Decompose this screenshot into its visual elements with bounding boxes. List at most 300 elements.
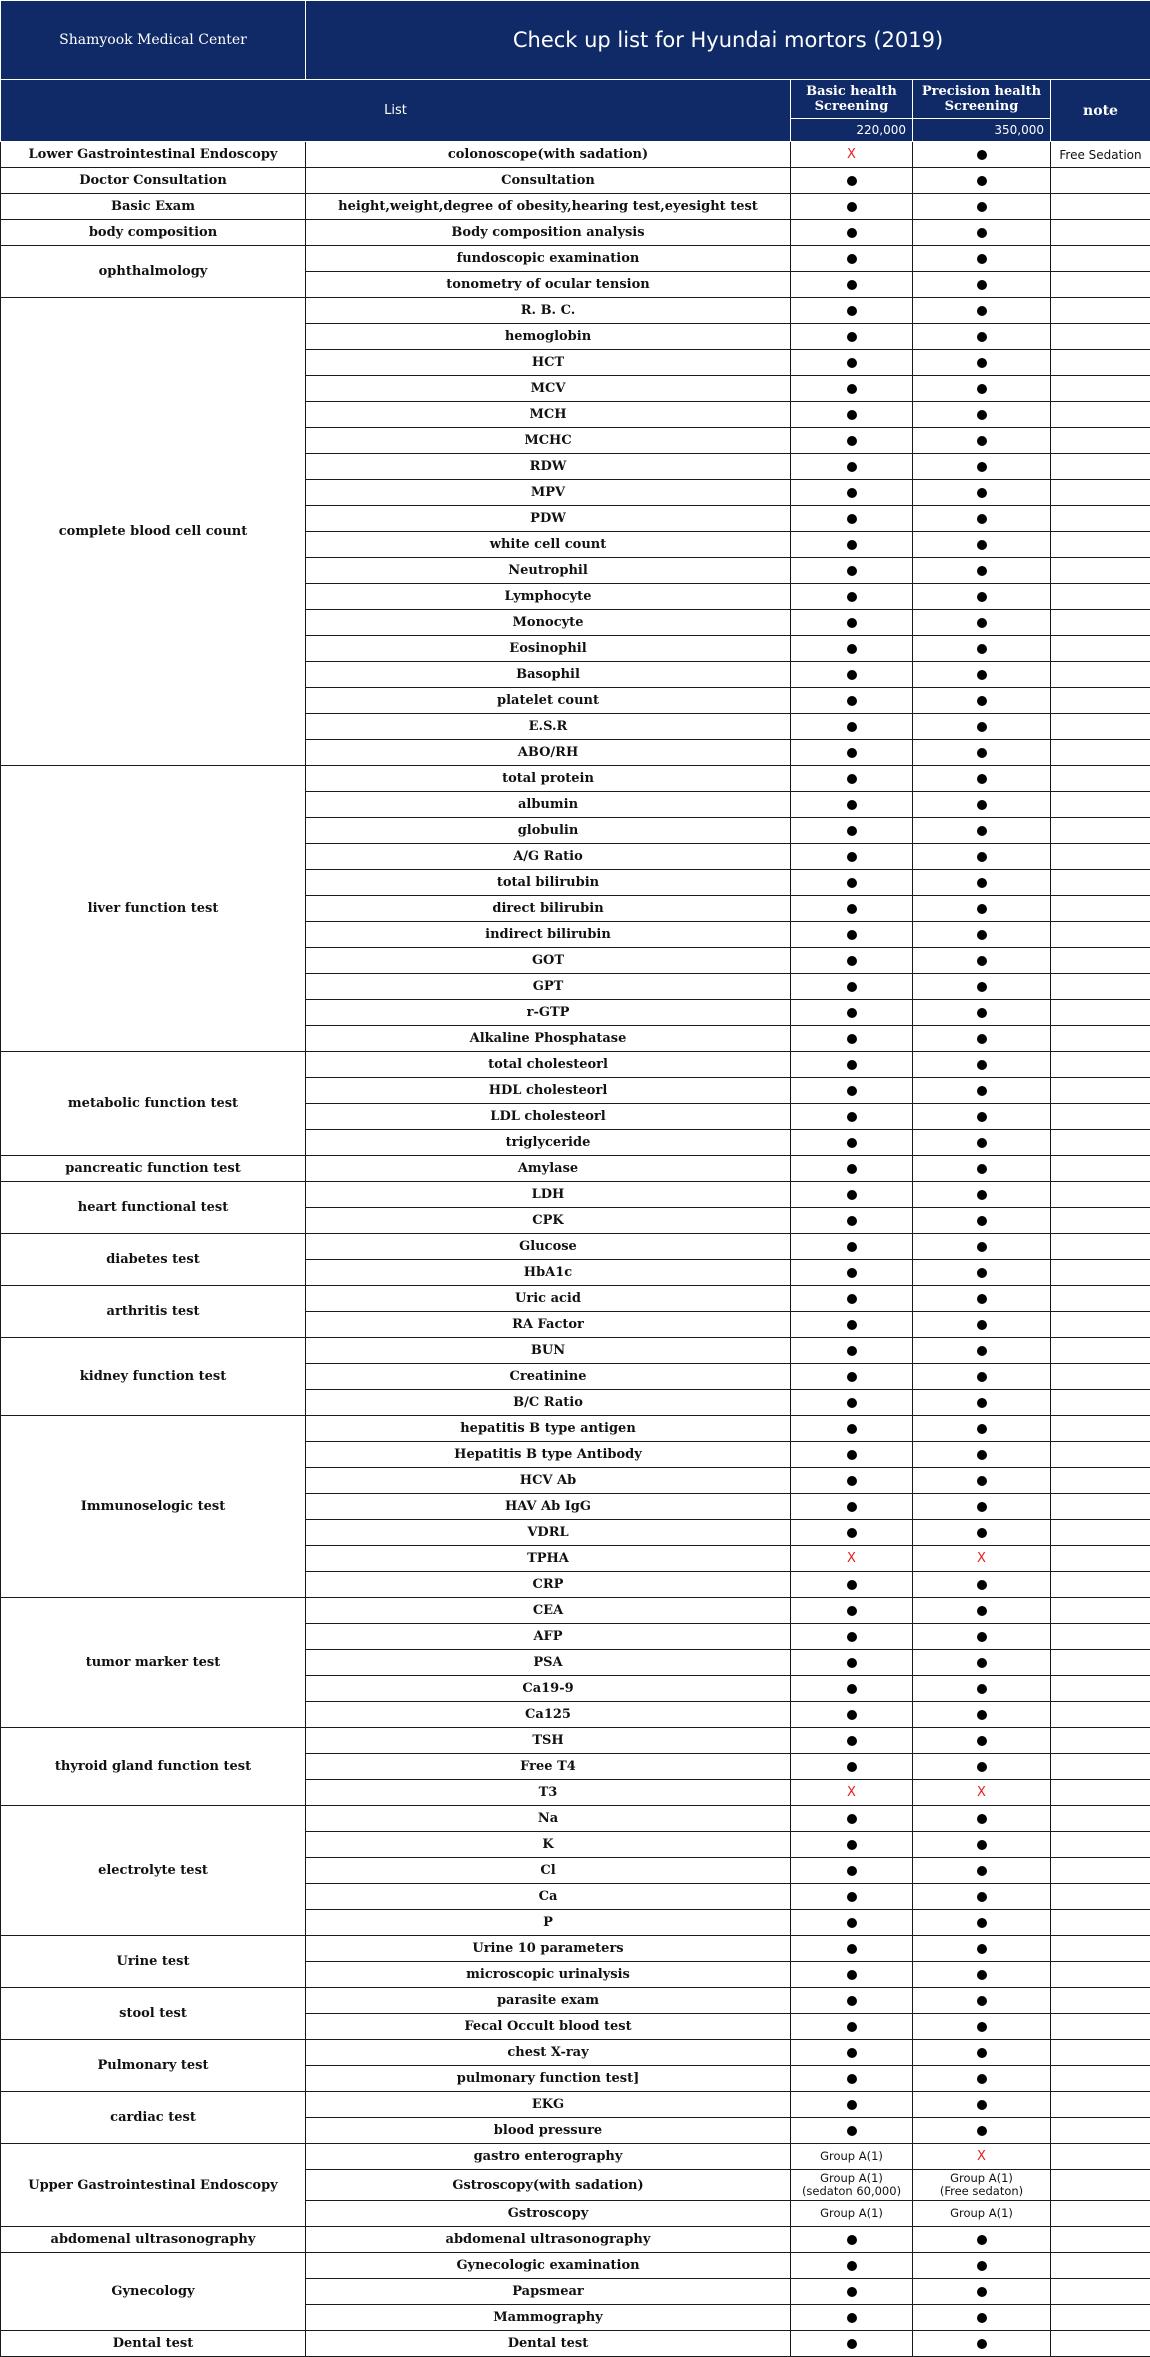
basic-mark-cell (791, 1416, 913, 1442)
included-dot-icon (977, 1112, 987, 1122)
basic-mark-cell (791, 662, 913, 688)
precision-mark-cell (913, 298, 1051, 324)
test-name-cell: BUN (306, 1338, 791, 1364)
basic-mark-cell (791, 636, 913, 662)
included-dot-icon (977, 2100, 987, 2110)
precision-mark-cell (913, 1468, 1051, 1494)
note-cell (1051, 1026, 1150, 1052)
included-dot-icon (977, 384, 987, 394)
included-dot-icon (977, 2074, 987, 2084)
note-cell (1051, 376, 1150, 402)
basic-mark-cell (791, 1832, 913, 1858)
precision-mark-cell (913, 1650, 1051, 1676)
note-cell (1051, 1910, 1150, 1936)
note-cell (1051, 1156, 1150, 1182)
basic-mark-cell (791, 142, 913, 168)
excluded-x-icon: X (977, 2150, 986, 2163)
test-name-cell: Ca (306, 1884, 791, 1910)
basic-mark-cell (791, 2227, 913, 2253)
precision-mark-cell (913, 194, 1051, 220)
basic-mark-cell (791, 584, 913, 610)
precision-mark-cell (913, 1338, 1051, 1364)
included-dot-icon (847, 1398, 857, 1408)
precision-mark-cell (913, 376, 1051, 402)
table-row (1, 2144, 1150, 2170)
basic-mark-cell (791, 870, 913, 896)
basic-mark-cell (791, 740, 913, 766)
table-row (1, 1338, 1150, 1364)
note-cell (1051, 2305, 1150, 2331)
note-cell (1051, 870, 1150, 896)
included-dot-icon (977, 2022, 987, 2032)
included-dot-icon (977, 1424, 987, 1434)
test-name-cell: Urine 10 parameters (306, 1936, 791, 1962)
table-row (1, 2040, 1150, 2066)
basic-mark-cell (791, 1858, 913, 1884)
note-cell (1051, 1182, 1150, 1208)
included-dot-icon (977, 2339, 987, 2349)
included-dot-icon (847, 1112, 857, 1122)
note-cell (1051, 2170, 1150, 2201)
note-cell (1051, 272, 1150, 298)
precision-mark-cell (913, 1442, 1051, 1468)
included-dot-icon (977, 1944, 987, 1954)
note-cell (1051, 766, 1150, 792)
precision-text: Group A(1) (913, 2207, 1050, 2220)
note-cell (1051, 2040, 1150, 2066)
basic-text: Group A(1) (791, 2207, 912, 2220)
basic-mark-cell (791, 1988, 913, 2014)
note-cell (1051, 324, 1150, 350)
included-dot-icon (977, 722, 987, 732)
precision-mark-cell (913, 1494, 1051, 1520)
note-cell (1051, 350, 1150, 376)
precision-price: 350,000 (913, 119, 1051, 142)
test-name-cell: white cell count (306, 532, 791, 558)
note-cell (1051, 2118, 1150, 2144)
basic-mark-cell (791, 714, 913, 740)
test-name-cell: colonoscope(with sadation) (306, 142, 791, 168)
basic-mark-cell (791, 2170, 913, 2201)
included-dot-icon (977, 930, 987, 940)
test-name-cell: Mammography (306, 2305, 791, 2331)
included-dot-icon (977, 1996, 987, 2006)
included-dot-icon (847, 1502, 857, 1512)
basic-mark-cell (791, 1468, 913, 1494)
precision-mark-cell (913, 948, 1051, 974)
precision-mark-cell (913, 2331, 1051, 2357)
precision-mark-cell (913, 1130, 1051, 1156)
included-dot-icon (977, 1086, 987, 1096)
test-name-cell: gastro enterography (306, 2144, 791, 2170)
basic-mark-cell (791, 558, 913, 584)
precision-mark-cell (913, 168, 1051, 194)
test-name-cell: TPHA (306, 1546, 791, 1572)
included-dot-icon (847, 618, 857, 628)
included-dot-icon (977, 1138, 987, 1148)
note-cell (1051, 1520, 1150, 1546)
basic-mark-cell (791, 428, 913, 454)
table-row (1, 1416, 1150, 1442)
test-name-cell: Dental test (306, 2331, 791, 2357)
precision-mark-cell (913, 974, 1051, 1000)
precision-mark-cell (913, 246, 1051, 272)
included-dot-icon (977, 2235, 987, 2245)
basic-mark-cell (791, 246, 913, 272)
basic-mark-cell (791, 818, 913, 844)
excluded-x-icon: X (977, 1552, 986, 1565)
precision-mark-cell (913, 1858, 1051, 1884)
test-name-cell: Hepatitis B type Antibody (306, 1442, 791, 1468)
included-dot-icon (977, 1840, 987, 1850)
test-name-cell: Fecal Occult blood test (306, 2014, 791, 2040)
included-dot-icon (977, 1164, 987, 1174)
test-name-cell: RDW (306, 454, 791, 480)
basic-mark-cell (791, 1390, 913, 1416)
precision-mark-cell (913, 220, 1051, 246)
precision-mark-cell (913, 1520, 1051, 1546)
test-name-cell: Creatinine (306, 1364, 791, 1390)
included-dot-icon (977, 358, 987, 368)
precision-mark-cell (913, 2040, 1051, 2066)
included-dot-icon (847, 436, 857, 446)
included-dot-icon (977, 826, 987, 836)
category-cell: cardiac test (1, 2092, 306, 2144)
included-dot-icon (977, 592, 987, 602)
precision-mark-cell (913, 896, 1051, 922)
note-cell (1051, 1208, 1150, 1234)
note-cell (1051, 1000, 1150, 1026)
center-name: Shamyook Medical Center (1, 1, 306, 80)
included-dot-icon (847, 306, 857, 316)
included-dot-icon (847, 800, 857, 810)
included-dot-icon (977, 1580, 987, 1590)
test-name-cell: indirect bilirubin (306, 922, 791, 948)
test-name-cell: CEA (306, 1598, 791, 1624)
precision-mark-cell (913, 1754, 1051, 1780)
note-cell (1051, 168, 1150, 194)
basic-mark-cell (791, 1234, 913, 1260)
included-dot-icon (977, 1476, 987, 1486)
basic-mark-cell (791, 194, 913, 220)
table-row (1, 298, 1150, 324)
included-dot-icon (847, 748, 857, 758)
precision-mark-cell (913, 922, 1051, 948)
note-cell (1051, 1130, 1150, 1156)
note-cell (1051, 1442, 1150, 1468)
precision-mark-cell (913, 1546, 1051, 1572)
table-row (1, 2331, 1150, 2357)
included-dot-icon (977, 514, 987, 524)
precision-mark-cell (913, 2092, 1051, 2118)
precision-mark-cell (913, 792, 1051, 818)
precision-mark-cell (913, 1026, 1051, 1052)
category-cell: Pulmonary test (1, 2040, 306, 2092)
note-cell (1051, 2201, 1150, 2227)
basic-mark-cell (791, 480, 913, 506)
basic-mark-cell (791, 506, 913, 532)
included-dot-icon (977, 1034, 987, 1044)
note-header: note (1051, 80, 1150, 142)
test-name-cell: triglyceride (306, 1130, 791, 1156)
basic-mark-cell (791, 1338, 913, 1364)
test-name-cell: parasite exam (306, 1988, 791, 2014)
category-cell: Upper Gastrointestinal Endoscopy (1, 2144, 306, 2227)
basic-mark-cell (791, 1598, 913, 1624)
test-name-cell: Na (306, 1806, 791, 1832)
note-cell (1051, 402, 1150, 428)
basic-mark-cell (791, 2014, 913, 2040)
test-name-cell: Consultation (306, 168, 791, 194)
note-cell (1051, 662, 1150, 688)
category-cell: Lower Gastrointestinal Endoscopy (1, 142, 306, 168)
included-dot-icon (977, 696, 987, 706)
basic-mark-cell (791, 1026, 913, 1052)
included-dot-icon (977, 1190, 987, 1200)
table-row (1, 168, 1150, 194)
precision-mark-cell (913, 1312, 1051, 1338)
included-dot-icon (847, 280, 857, 290)
note-cell (1051, 844, 1150, 870)
precision-mark-cell (913, 272, 1051, 298)
note-cell (1051, 1078, 1150, 1104)
included-dot-icon (847, 1424, 857, 1434)
included-dot-icon (847, 1866, 857, 1876)
test-name-cell: blood pressure (306, 2118, 791, 2144)
note-cell (1051, 1962, 1150, 1988)
test-name-cell: fundoscopic examination (306, 246, 791, 272)
test-name-cell: Gstroscopy (306, 2201, 791, 2227)
test-name-cell: MPV (306, 480, 791, 506)
note-cell (1051, 922, 1150, 948)
basic-screening-header: Basic health Screening (791, 80, 913, 119)
basic-mark-cell (791, 402, 913, 428)
basic-mark-cell (791, 454, 913, 480)
precision-mark-cell (913, 740, 1051, 766)
precision-mark-cell (913, 1364, 1051, 1390)
precision-mark-cell (913, 818, 1051, 844)
included-dot-icon (847, 1996, 857, 2006)
included-dot-icon (847, 2235, 857, 2245)
included-dot-icon (977, 1008, 987, 1018)
note-cell (1051, 1234, 1150, 1260)
basic-price: 220,000 (791, 119, 913, 142)
note-cell (1051, 480, 1150, 506)
precision-mark-cell (913, 1702, 1051, 1728)
note-cell (1051, 506, 1150, 532)
note-cell (1051, 1572, 1150, 1598)
included-dot-icon (847, 2100, 857, 2110)
test-name-cell: Monocyte (306, 610, 791, 636)
test-name-cell: T3 (306, 1780, 791, 1806)
note-cell (1051, 532, 1150, 558)
excluded-x-icon: X (847, 1552, 856, 1565)
basic-mark-cell (791, 532, 913, 558)
test-name-cell: B/C Ratio (306, 1390, 791, 1416)
table-row (1, 1156, 1150, 1182)
note-cell (1051, 1390, 1150, 1416)
note-cell (1051, 1364, 1150, 1390)
included-dot-icon (847, 228, 857, 238)
test-name-cell: Body composition analysis (306, 220, 791, 246)
precision-mark-cell (913, 1962, 1051, 1988)
note-cell (1051, 896, 1150, 922)
test-name-cell: hemoglobin (306, 324, 791, 350)
note-cell (1051, 714, 1150, 740)
included-dot-icon (977, 1346, 987, 1356)
basic-mark-cell (791, 922, 913, 948)
note-cell (1051, 1858, 1150, 1884)
basic-mark-cell (791, 1884, 913, 1910)
test-name-cell: height,weight,degree of obesity,hearing test,eyesight test (306, 194, 791, 220)
note-cell (1051, 1338, 1150, 1364)
basic-mark-cell (791, 2201, 913, 2227)
included-dot-icon (977, 1892, 987, 1902)
table-row (1, 1936, 1150, 1962)
included-dot-icon (847, 2074, 857, 2084)
basic-mark-cell (791, 1780, 913, 1806)
included-dot-icon (977, 1320, 987, 1330)
included-dot-icon (977, 410, 987, 420)
note-cell (1051, 948, 1150, 974)
note-cell (1051, 1494, 1150, 1520)
basic-mark-cell (791, 1572, 913, 1598)
note-cell (1051, 818, 1150, 844)
precision-screening-header: Precision health Screening (913, 80, 1051, 119)
precision-mark-cell (913, 844, 1051, 870)
test-name-cell: GOT (306, 948, 791, 974)
included-dot-icon (847, 644, 857, 654)
note-cell (1051, 1728, 1150, 1754)
test-name-cell: Basophil (306, 662, 791, 688)
note-cell (1051, 2253, 1150, 2279)
test-name-cell: LDL cholesteorl (306, 1104, 791, 1130)
basic-mark-cell (791, 1962, 913, 1988)
note-cell (1051, 1260, 1150, 1286)
category-cell: Gynecology (1, 2253, 306, 2331)
note-cell: Free Sedation (1051, 142, 1150, 168)
test-name-cell: Gstroscopy(with sadation) (306, 2170, 791, 2201)
included-dot-icon (977, 540, 987, 550)
test-name-cell: pulmonary function test] (306, 2066, 791, 2092)
precision-mark-cell (913, 1780, 1051, 1806)
basic-mark-cell (791, 2279, 913, 2305)
test-name-cell: P (306, 1910, 791, 1936)
note-cell (1051, 246, 1150, 272)
basic-mark-cell (791, 792, 913, 818)
included-dot-icon (847, 1684, 857, 1694)
category-cell: metabolic function test (1, 1052, 306, 1156)
excluded-x-icon: X (977, 1786, 986, 1799)
note-cell (1051, 2014, 1150, 2040)
category-cell: complete blood cell count (1, 298, 306, 766)
test-name-cell: Free T4 (306, 1754, 791, 1780)
basic-mark-cell (791, 272, 913, 298)
precision-mark-cell (913, 1806, 1051, 1832)
note-cell (1051, 2279, 1150, 2305)
included-dot-icon (977, 2048, 987, 2058)
note-cell (1051, 1988, 1150, 2014)
included-dot-icon (977, 1216, 987, 1226)
test-name-cell: Neutrophil (306, 558, 791, 584)
category-cell: abdomenal ultrasonography (1, 2227, 306, 2253)
test-name-cell: Cl (306, 1858, 791, 1884)
precision-mark-cell (913, 1104, 1051, 1130)
note-cell (1051, 558, 1150, 584)
note-cell (1051, 1104, 1150, 1130)
included-dot-icon (977, 1242, 987, 1252)
table-row (1, 1052, 1150, 1078)
included-dot-icon (977, 1060, 987, 1070)
basic-mark-cell (791, 948, 913, 974)
precision-mark-cell (913, 1910, 1051, 1936)
included-dot-icon (977, 1684, 987, 1694)
basic-mark-cell (791, 2305, 913, 2331)
category-cell: liver function test (1, 766, 306, 1052)
precision-mark-cell (913, 324, 1051, 350)
precision-mark-cell (913, 1156, 1051, 1182)
included-dot-icon (847, 1580, 857, 1590)
note-cell (1051, 2227, 1150, 2253)
included-dot-icon (847, 1918, 857, 1928)
precision-mark-cell (913, 454, 1051, 480)
test-name-cell: PSA (306, 1650, 791, 1676)
test-name-cell: microscopic urinalysis (306, 1962, 791, 1988)
basic-mark-cell (791, 168, 913, 194)
included-dot-icon (977, 1450, 987, 1460)
table-header (1, 1, 1150, 142)
list-header: List (1, 80, 791, 142)
test-name-cell: HbA1c (306, 1260, 791, 1286)
precision-mark-cell (913, 428, 1051, 454)
category-cell: diabetes test (1, 1234, 306, 1286)
basic-mark-cell (791, 2040, 913, 2066)
category-cell: Basic Exam (1, 194, 306, 220)
category-cell: kidney function test (1, 1338, 306, 1416)
included-dot-icon (977, 1736, 987, 1746)
included-dot-icon (847, 982, 857, 992)
note-cell (1051, 1624, 1150, 1650)
test-name-cell: HCT (306, 350, 791, 376)
precision-mark-cell (913, 1286, 1051, 1312)
note-cell (1051, 1546, 1150, 1572)
precision-mark-cell (913, 506, 1051, 532)
test-name-cell: ABO/RH (306, 740, 791, 766)
included-dot-icon (847, 592, 857, 602)
included-dot-icon (977, 878, 987, 888)
included-dot-icon (847, 514, 857, 524)
included-dot-icon (847, 254, 857, 264)
included-dot-icon (977, 2261, 987, 2271)
included-dot-icon (977, 618, 987, 628)
note-cell (1051, 298, 1150, 324)
precision-mark-cell (913, 1234, 1051, 1260)
test-name-cell: Ca19-9 (306, 1676, 791, 1702)
basic-mark-cell (791, 298, 913, 324)
table-row (1, 1234, 1150, 1260)
note-cell (1051, 1312, 1150, 1338)
included-dot-icon (977, 1762, 987, 1772)
precision-mark-cell (913, 1884, 1051, 1910)
included-dot-icon (977, 1606, 987, 1616)
precision-mark-cell (913, 636, 1051, 662)
note-cell (1051, 220, 1150, 246)
included-dot-icon (977, 566, 987, 576)
note-cell (1051, 1780, 1150, 1806)
included-dot-icon (977, 228, 987, 238)
note-cell (1051, 1598, 1150, 1624)
basic-mark-cell (791, 2144, 913, 2170)
